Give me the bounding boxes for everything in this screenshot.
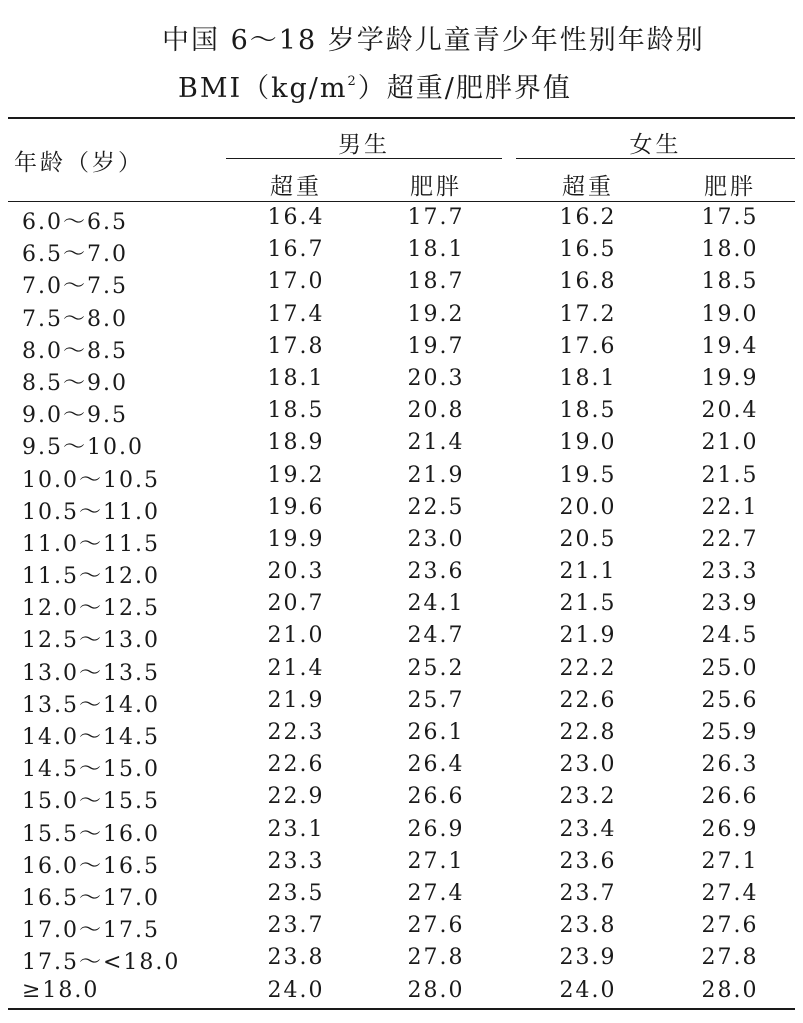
female-obese-cell: 19.9 xyxy=(701,365,759,391)
male-obese-cell: 18.7 xyxy=(407,269,465,295)
male-overweight-cell: 18.9 xyxy=(267,430,325,456)
male-overweight-cell: 24.0 xyxy=(267,977,325,1003)
male-overweight-cell: 17.4 xyxy=(267,301,325,327)
female-obese-cell: 21.5 xyxy=(701,462,759,488)
table-row xyxy=(0,491,803,523)
female-obese-cell: 27.1 xyxy=(701,848,759,874)
female-obese-cell: 19.4 xyxy=(701,333,759,359)
column-header-female-overweight: 超重 xyxy=(562,174,614,200)
table-row xyxy=(0,330,803,362)
table-row xyxy=(0,909,803,944)
male-overweight-cell: 18.5 xyxy=(267,398,325,424)
male-overweight-cell: 22.3 xyxy=(267,720,325,745)
male-obese-cell: 23.6 xyxy=(407,559,465,585)
female-overweight-cell: 21.5 xyxy=(559,591,617,617)
female-overweight-cell: 19.5 xyxy=(559,462,617,488)
column-group-male: 男生 xyxy=(338,132,390,158)
male-obese-cell: 25.2 xyxy=(407,655,465,681)
age-cell: 8.0～8.5 xyxy=(22,338,128,364)
male-obese-cell: 21.9 xyxy=(407,462,465,488)
male-overweight-cell: 23.5 xyxy=(267,880,325,906)
male-obese-cell: 20.8 xyxy=(407,398,465,424)
female-overweight-cell: 23.7 xyxy=(559,880,617,906)
table-row xyxy=(0,974,803,1006)
table-row xyxy=(0,587,803,622)
age-cell: 13.5～14.0 xyxy=(22,692,160,718)
female-group-rule xyxy=(516,158,795,159)
table-top-rule xyxy=(8,117,795,119)
age-cell: 9.0～9.5 xyxy=(22,403,128,429)
female-overweight-cell: 23.9 xyxy=(559,945,617,971)
age-cell: 17.5～<18.0 xyxy=(22,950,181,976)
male-overweight-cell: 23.1 xyxy=(267,816,325,842)
male-overweight-cell: 23.7 xyxy=(267,913,325,939)
male-overweight-cell: 21.9 xyxy=(267,687,325,713)
female-obese-cell: 26.3 xyxy=(701,752,759,778)
female-overweight-cell: 20.0 xyxy=(559,494,617,520)
female-overweight-cell: 16.5 xyxy=(559,237,617,263)
male-overweight-cell: 17.0 xyxy=(267,269,325,295)
column-header-female-obese: 肥胖 xyxy=(704,174,756,200)
female-overweight-cell: 19.0 xyxy=(559,430,617,456)
male-obese-cell: 27.8 xyxy=(407,945,465,971)
male-overweight-cell: 20.7 xyxy=(267,591,325,617)
male-obese-cell: 26.9 xyxy=(407,816,465,842)
age-cell: 10.0～10.5 xyxy=(22,467,160,493)
male-obese-cell: 27.6 xyxy=(407,913,465,939)
table-bottom-rule xyxy=(8,1008,795,1010)
female-obese-cell: 26.9 xyxy=(701,816,759,842)
male-overweight-cell: 20.3 xyxy=(267,559,325,585)
male-overweight-cell: 16.7 xyxy=(267,237,325,263)
male-obese-cell: 20.3 xyxy=(407,365,465,391)
female-obese-cell: 17.5 xyxy=(701,205,759,230)
female-obese-cell: 25.6 xyxy=(701,687,759,713)
age-cell: 12.0～12.5 xyxy=(22,596,160,622)
age-cell: ≥18.0 xyxy=(22,977,100,1003)
male-overweight-cell: 19.6 xyxy=(267,494,325,520)
female-overweight-cell: 23.8 xyxy=(559,913,617,939)
female-overweight-cell: 21.9 xyxy=(559,623,617,649)
age-cell: 16.0～16.5 xyxy=(22,853,160,879)
table-row xyxy=(0,555,803,590)
age-cell: 11.0～11.5 xyxy=(22,531,160,557)
table-row xyxy=(0,684,803,716)
male-obese-cell: 24.1 xyxy=(407,591,465,617)
column-header-male-overweight: 超重 xyxy=(270,174,322,200)
table-row xyxy=(0,426,803,461)
age-cell: 6.5～7.0 xyxy=(22,242,128,268)
male-obese-cell: 27.1 xyxy=(407,848,465,874)
male-obese-cell: 26.6 xyxy=(407,784,465,810)
female-overweight-cell: 18.5 xyxy=(559,398,617,424)
table-row xyxy=(0,523,803,555)
female-obese-cell: 18.5 xyxy=(701,269,759,295)
female-overweight-cell: 22.2 xyxy=(559,655,617,681)
female-obese-cell: 22.1 xyxy=(701,494,759,520)
table-row xyxy=(0,459,803,491)
male-overweight-cell: 23.8 xyxy=(267,945,325,971)
male-obese-cell: 24.7 xyxy=(407,623,465,649)
age-cell: 15.5～16.0 xyxy=(22,821,160,847)
male-obese-cell: 23.0 xyxy=(407,526,465,552)
table-row xyxy=(0,265,803,300)
table-row xyxy=(0,298,803,330)
table-row xyxy=(0,394,803,429)
male-overweight-cell: 19.2 xyxy=(267,462,325,488)
table-row xyxy=(0,748,803,783)
female-obese-cell: 23.3 xyxy=(701,559,759,585)
male-overweight-cell: 22.9 xyxy=(267,784,325,810)
age-cell: 8.5～9.0 xyxy=(22,370,128,396)
age-cell: 14.0～14.5 xyxy=(22,725,160,750)
male-overweight-cell: 18.1 xyxy=(267,365,325,391)
table-row xyxy=(0,201,803,233)
female-obese-cell: 25.0 xyxy=(701,655,759,681)
female-overweight-cell: 23.6 xyxy=(559,848,617,874)
female-obese-cell: 18.0 xyxy=(701,237,759,263)
female-overweight-cell: 24.0 xyxy=(559,977,617,1003)
age-cell: 7.0～7.5 xyxy=(22,274,128,300)
male-obese-cell: 21.4 xyxy=(407,430,465,456)
female-obese-cell: 27.4 xyxy=(701,880,759,906)
age-cell: 7.5～8.0 xyxy=(22,306,128,332)
table-row xyxy=(0,941,803,976)
table-title-line2 xyxy=(0,66,803,105)
female-obese-cell: 27.8 xyxy=(701,945,759,971)
female-overweight-cell: 16.8 xyxy=(559,269,617,295)
title-superscript: 2 xyxy=(347,74,358,89)
table-row xyxy=(0,780,803,815)
table-row xyxy=(0,813,803,845)
table-row xyxy=(0,362,803,394)
age-cell: 17.0～17.5 xyxy=(22,918,160,944)
female-overweight-cell: 23.0 xyxy=(559,752,617,778)
female-overweight-cell: 23.2 xyxy=(559,784,617,810)
female-overweight-cell: 23.4 xyxy=(559,816,617,842)
table-title-line1: 中国 6～18 岁学龄儿童青少年性别年龄别 xyxy=(162,25,705,56)
female-obese-cell: 20.4 xyxy=(701,398,759,424)
female-overweight-cell: 22.8 xyxy=(559,720,617,745)
male-obese-cell: 28.0 xyxy=(407,977,465,1003)
male-overweight-cell: 16.4 xyxy=(267,205,325,230)
female-obese-cell: 26.6 xyxy=(701,784,759,810)
column-header-age: 年龄（岁） xyxy=(14,150,144,176)
male-obese-cell: 19.2 xyxy=(407,301,465,327)
table-row xyxy=(0,877,803,909)
female-overweight-cell: 18.1 xyxy=(559,365,617,391)
male-obese-cell: 18.1 xyxy=(407,237,465,263)
female-overweight-cell: 22.6 xyxy=(559,687,617,713)
female-overweight-cell: 21.1 xyxy=(559,559,617,585)
female-obese-cell: 23.9 xyxy=(701,591,759,617)
table-row xyxy=(0,845,803,877)
male-overweight-cell: 23.3 xyxy=(267,848,325,874)
male-overweight-cell: 21.0 xyxy=(267,623,325,649)
female-obese-cell: 27.6 xyxy=(701,913,759,939)
column-header-male-obese: 肥胖 xyxy=(410,174,462,200)
female-obese-cell: 24.5 xyxy=(701,623,759,649)
male-overweight-cell: 17.8 xyxy=(267,333,325,359)
female-obese-cell: 21.0 xyxy=(701,430,759,456)
male-obese-cell: 19.7 xyxy=(407,333,465,359)
title-line2-prefix: BMI（kg/m xyxy=(178,73,348,104)
age-cell: 6.0～6.5 xyxy=(22,210,128,235)
female-obese-cell: 19.0 xyxy=(701,301,759,327)
female-overweight-cell: 17.2 xyxy=(559,301,617,327)
female-obese-cell: 22.7 xyxy=(701,526,759,552)
female-obese-cell: 25.9 xyxy=(701,720,759,745)
age-cell: 14.5～15.0 xyxy=(22,757,160,783)
female-obese-cell: 28.0 xyxy=(701,977,759,1003)
age-cell: 11.5～12.0 xyxy=(22,564,160,590)
table-row xyxy=(0,652,803,684)
female-overweight-cell: 17.6 xyxy=(559,333,617,359)
male-overweight-cell: 22.6 xyxy=(267,752,325,778)
female-overweight-cell: 16.2 xyxy=(559,205,617,230)
age-cell: 15.0～15.5 xyxy=(22,789,160,815)
table-row xyxy=(0,619,803,654)
male-obese-cell: 22.5 xyxy=(407,494,465,520)
male-overweight-cell: 21.4 xyxy=(267,655,325,681)
table-body xyxy=(0,201,803,1006)
age-cell: 13.0～13.5 xyxy=(22,660,160,686)
column-group-female: 女生 xyxy=(629,132,682,158)
male-obese-cell: 17.7 xyxy=(407,205,465,230)
male-overweight-cell: 19.9 xyxy=(267,526,325,552)
table-row xyxy=(0,716,803,748)
title-line2-suffix: ）超重/肥胖界值 xyxy=(357,73,572,104)
age-cell: 12.5～13.0 xyxy=(22,628,160,654)
age-cell: 10.5～11.0 xyxy=(22,499,160,525)
female-overweight-cell: 20.5 xyxy=(559,526,617,552)
age-cell: 16.5～17.0 xyxy=(22,885,160,911)
male-group-rule xyxy=(226,158,502,159)
male-obese-cell: 27.4 xyxy=(407,880,465,906)
male-obese-cell: 26.1 xyxy=(407,720,465,745)
age-cell: 9.5～10.0 xyxy=(22,435,144,461)
male-obese-cell: 26.4 xyxy=(407,752,465,778)
male-obese-cell: 25.7 xyxy=(407,687,465,713)
table-row xyxy=(0,233,803,268)
